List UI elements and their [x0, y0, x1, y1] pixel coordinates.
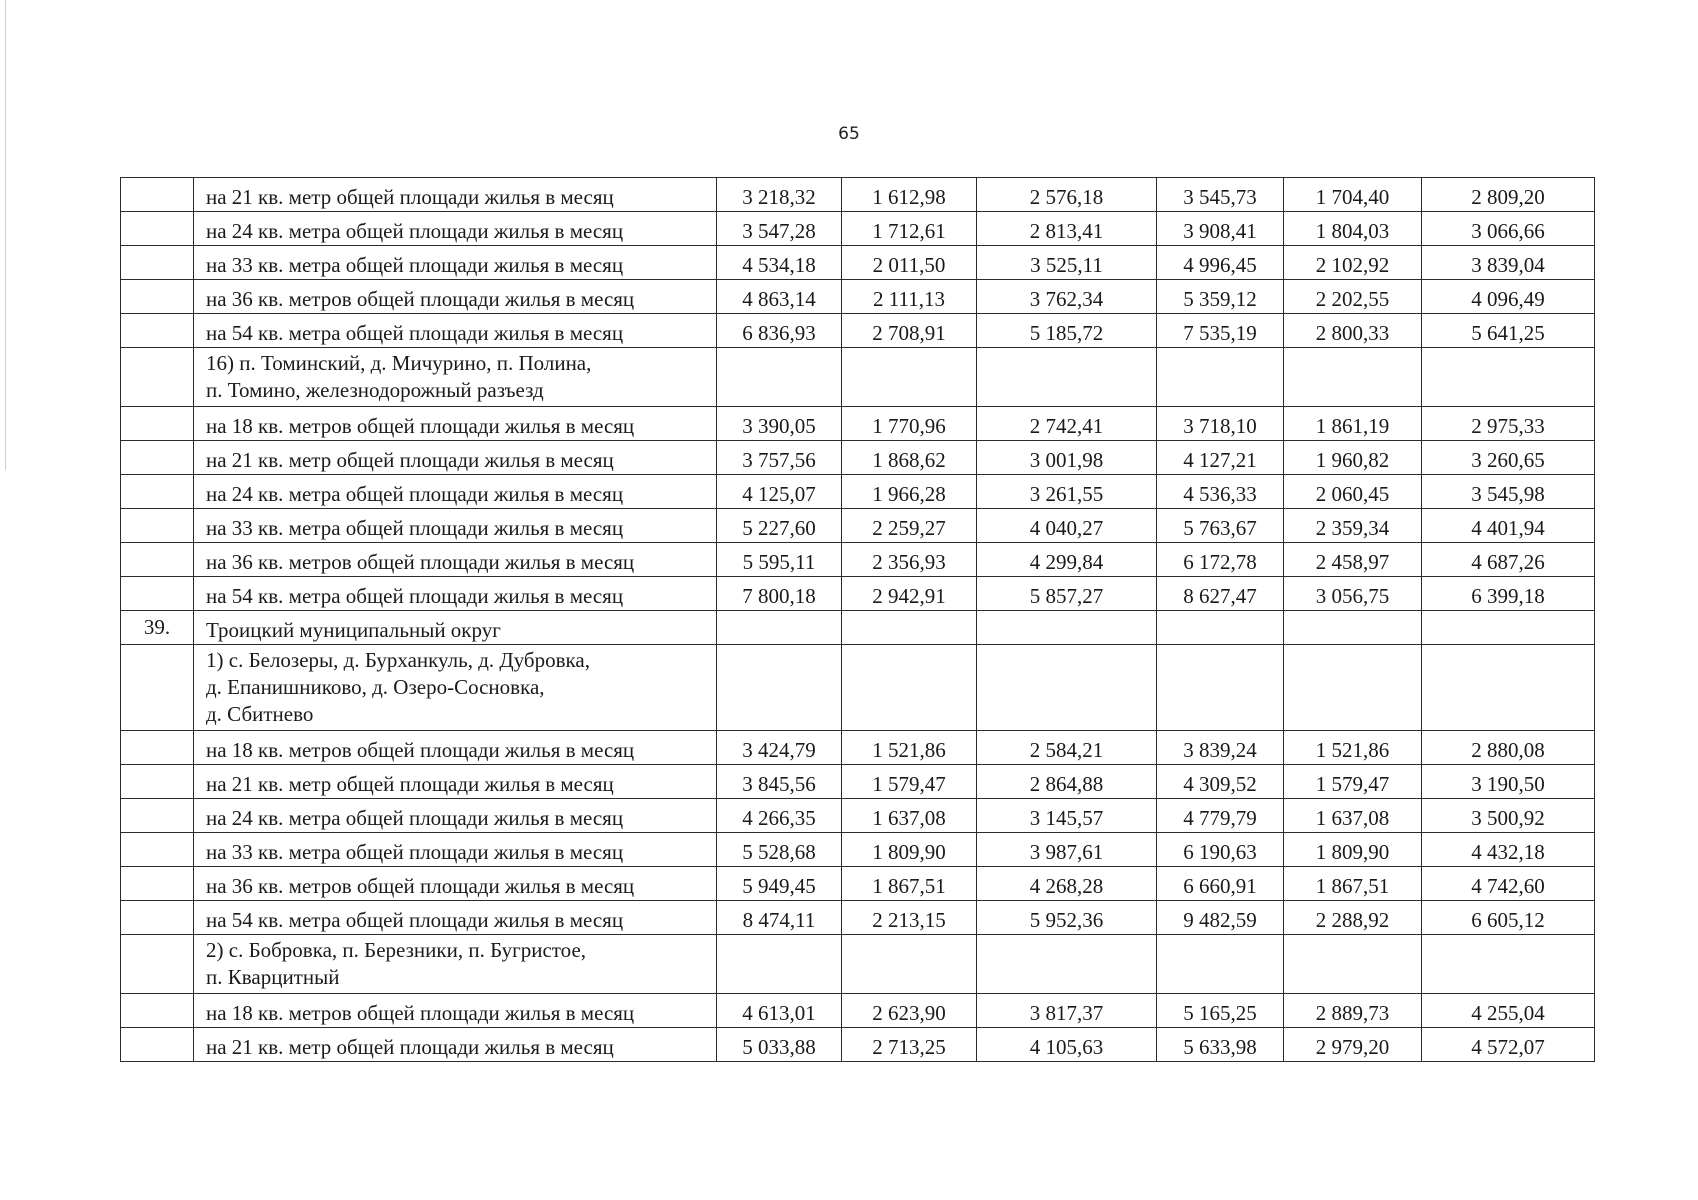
value-cell: 1 770,96: [842, 407, 977, 441]
locality-name-line: п. Томино, железнодорожный разъезд: [206, 378, 544, 402]
table-row: [121, 475, 1595, 509]
row-number-cell: [121, 314, 194, 348]
value-cell: 2 623,90: [842, 994, 977, 1028]
row-number-cell: [121, 731, 194, 765]
locality-name-line: д. Сбитнево: [206, 702, 314, 726]
value-cell: 3 056,75: [1284, 577, 1422, 611]
value-cell: 7 535,19: [1157, 314, 1284, 348]
rate-description-cell: на 33 кв. метра общей площади жилья в месяц: [194, 509, 717, 543]
rate-description-cell: на 21 кв. метр общей площади жилья в месяц: [194, 765, 717, 799]
row-number-cell: [121, 246, 194, 280]
row-number-cell: [121, 867, 194, 901]
row-number-cell: [121, 475, 194, 509]
value-cell: 3 987,61: [977, 833, 1157, 867]
value-cell: [717, 645, 842, 731]
value-cell: [1284, 348, 1422, 407]
value-cell: 2 202,55: [1284, 280, 1422, 314]
row-number-cell: [121, 178, 194, 212]
value-cell: [1157, 348, 1284, 407]
rate-description-cell: на 36 кв. метров общей площади жилья в месяц: [194, 543, 717, 577]
value-cell: 6 172,78: [1157, 543, 1284, 577]
table-row: [121, 1028, 1595, 1062]
value-cell: 1 521,86: [1284, 731, 1422, 765]
table-row: [121, 765, 1595, 799]
rate-description-cell: на 21 кв. метр общей площади жилья в месяц: [194, 441, 717, 475]
rates-table: [120, 177, 1595, 1062]
value-cell: 5 857,27: [977, 577, 1157, 611]
value-cell: 5 952,36: [977, 901, 1157, 935]
rate-description-cell: на 21 кв. метр общей площади жилья в месяц: [194, 178, 717, 212]
value-cell: 5 633,98: [1157, 1028, 1284, 1062]
value-cell: 4 613,01: [717, 994, 842, 1028]
locality-row: [121, 935, 1595, 994]
locality-name-cell: [194, 645, 717, 731]
rate-description-cell: на 54 кв. метра общей площади жилья в месяц: [194, 577, 717, 611]
value-cell: 4 863,14: [717, 280, 842, 314]
value-cell: 3 500,92: [1422, 799, 1595, 833]
value-cell: 9 482,59: [1157, 901, 1284, 935]
table-row: [121, 246, 1595, 280]
value-cell: 1 704,40: [1284, 178, 1422, 212]
value-cell: [1157, 611, 1284, 645]
locality-name-line: п. Кварцитный: [206, 965, 340, 989]
value-cell: 3 525,11: [977, 246, 1157, 280]
row-number-cell: [121, 280, 194, 314]
value-cell: [1284, 935, 1422, 994]
value-cell: 5 528,68: [717, 833, 842, 867]
value-cell: 2 742,41: [977, 407, 1157, 441]
table-row: [121, 901, 1595, 935]
value-cell: 3 261,55: [977, 475, 1157, 509]
value-cell: [1422, 645, 1595, 731]
row-number-cell: [121, 577, 194, 611]
scan-edge-line: [5, 0, 6, 470]
value-cell: 2 889,73: [1284, 994, 1422, 1028]
value-cell: 3 762,34: [977, 280, 1157, 314]
row-number-cell: [121, 935, 194, 994]
rate-description-cell: на 54 кв. метра общей площади жилья в месяц: [194, 901, 717, 935]
row-number-cell: [121, 833, 194, 867]
table-row: [121, 994, 1595, 1028]
value-cell: 4 432,18: [1422, 833, 1595, 867]
value-cell: [1422, 611, 1595, 645]
value-cell: 1 960,82: [1284, 441, 1422, 475]
value-cell: 4 309,52: [1157, 765, 1284, 799]
value-cell: [1157, 935, 1284, 994]
table-row: [121, 799, 1595, 833]
value-cell: [842, 348, 977, 407]
value-cell: 5 359,12: [1157, 280, 1284, 314]
value-cell: 1 868,62: [842, 441, 977, 475]
row-number-cell: [121, 799, 194, 833]
value-cell: 1 579,47: [842, 765, 977, 799]
value-cell: 3 545,73: [1157, 178, 1284, 212]
value-cell: 3 839,04: [1422, 246, 1595, 280]
value-cell: 1 804,03: [1284, 212, 1422, 246]
row-number-cell: [121, 348, 194, 407]
value-cell: 8 474,11: [717, 901, 842, 935]
value-cell: [1422, 348, 1595, 407]
value-cell: [842, 645, 977, 731]
value-cell: 1 809,90: [842, 833, 977, 867]
value-cell: 4 534,18: [717, 246, 842, 280]
value-cell: 2 359,34: [1284, 509, 1422, 543]
row-number-cell: [121, 543, 194, 577]
value-cell: 6 190,63: [1157, 833, 1284, 867]
rate-description-cell: на 54 кв. метра общей площади жилья в месяц: [194, 314, 717, 348]
value-cell: 6 399,18: [1422, 577, 1595, 611]
value-cell: 2 111,13: [842, 280, 977, 314]
value-cell: 3 218,32: [717, 178, 842, 212]
value-cell: 1 637,08: [1284, 799, 1422, 833]
value-cell: [1422, 935, 1595, 994]
value-cell: 5 641,25: [1422, 314, 1595, 348]
rate-description-cell: на 24 кв. метра общей площади жилья в месяц: [194, 475, 717, 509]
value-cell: 3 145,57: [977, 799, 1157, 833]
locality-name-line: 2) с. Бобровка, п. Березники, п. Бугристое,: [206, 938, 587, 962]
value-cell: 4 268,28: [977, 867, 1157, 901]
district-row: [121, 611, 1595, 645]
table-row: [121, 178, 1595, 212]
value-cell: [977, 348, 1157, 407]
value-cell: 1 861,19: [1284, 407, 1422, 441]
value-cell: [1284, 645, 1422, 731]
value-cell: [977, 611, 1157, 645]
locality-name-line: д. Епанишниково, д. Озеро-Сосновка,: [206, 675, 545, 699]
table-row: [121, 407, 1595, 441]
value-cell: 2 880,08: [1422, 731, 1595, 765]
value-cell: 2 975,33: [1422, 407, 1595, 441]
value-cell: 4 266,35: [717, 799, 842, 833]
row-number-cell: [121, 901, 194, 935]
table-row: [121, 731, 1595, 765]
locality-row: [121, 348, 1595, 407]
value-cell: 1 612,98: [842, 178, 977, 212]
district-name-cell: Троицкий муниципальный округ: [194, 611, 717, 645]
value-cell: 2 708,91: [842, 314, 977, 348]
value-cell: 4 127,21: [1157, 441, 1284, 475]
rate-description-cell: на 24 кв. метра общей площади жилья в месяц: [194, 212, 717, 246]
rate-description-cell: на 18 кв. метров общей площади жилья в месяц: [194, 731, 717, 765]
value-cell: 3 845,56: [717, 765, 842, 799]
value-cell: 1 579,47: [1284, 765, 1422, 799]
rates-table-body: [121, 178, 1595, 1062]
value-cell: 5 595,11: [717, 543, 842, 577]
value-cell: 2 288,92: [1284, 901, 1422, 935]
rate-description-cell: на 33 кв. метра общей площади жилья в месяц: [194, 246, 717, 280]
value-cell: 2 259,27: [842, 509, 977, 543]
value-cell: 7 800,18: [717, 577, 842, 611]
locality-name-cell: [194, 935, 717, 994]
value-cell: 4 105,63: [977, 1028, 1157, 1062]
rate-description-cell: на 21 кв. метр общей площади жилья в месяц: [194, 1028, 717, 1062]
locality-name-line: 1) с. Белозеры, д. Бурханкуль, д. Дубровка,: [206, 648, 590, 672]
value-cell: 3 066,66: [1422, 212, 1595, 246]
value-cell: [842, 935, 977, 994]
value-cell: 5 033,88: [717, 1028, 842, 1062]
table-row: [121, 314, 1595, 348]
row-number-cell: [121, 765, 194, 799]
value-cell: 5 227,60: [717, 509, 842, 543]
row-number-cell: [121, 1028, 194, 1062]
value-cell: 1 637,08: [842, 799, 977, 833]
value-cell: 4 742,60: [1422, 867, 1595, 901]
value-cell: 3 757,56: [717, 441, 842, 475]
locality-name-line: 16) п. Томинский, д. Мичурино, п. Полина,: [206, 351, 592, 375]
value-cell: 3 839,24: [1157, 731, 1284, 765]
value-cell: 8 627,47: [1157, 577, 1284, 611]
value-cell: 3 817,37: [977, 994, 1157, 1028]
value-cell: 2 864,88: [977, 765, 1157, 799]
value-cell: 2 584,21: [977, 731, 1157, 765]
value-cell: [717, 611, 842, 645]
value-cell: 4 996,45: [1157, 246, 1284, 280]
value-cell: 1 867,51: [842, 867, 977, 901]
value-cell: 4 096,49: [1422, 280, 1595, 314]
table-row: [121, 212, 1595, 246]
row-number-cell: [121, 645, 194, 731]
page-number: 65: [838, 124, 860, 144]
row-number-cell: [121, 509, 194, 543]
value-cell: 3 001,98: [977, 441, 1157, 475]
value-cell: 3 547,28: [717, 212, 842, 246]
value-cell: 4 536,33: [1157, 475, 1284, 509]
value-cell: 6 605,12: [1422, 901, 1595, 935]
value-cell: 3 718,10: [1157, 407, 1284, 441]
value-cell: [977, 935, 1157, 994]
value-cell: [1157, 645, 1284, 731]
row-number-cell: [121, 441, 194, 475]
value-cell: 4 572,07: [1422, 1028, 1595, 1062]
value-cell: 2 356,93: [842, 543, 977, 577]
value-cell: 1 521,86: [842, 731, 977, 765]
value-cell: 1 867,51: [1284, 867, 1422, 901]
value-cell: 3 190,50: [1422, 765, 1595, 799]
value-cell: 4 255,04: [1422, 994, 1595, 1028]
value-cell: 1 712,61: [842, 212, 977, 246]
row-number-cell: 39.: [121, 611, 194, 645]
value-cell: 2 011,50: [842, 246, 977, 280]
rate-description-cell: на 18 кв. метров общей площади жилья в месяц: [194, 407, 717, 441]
value-cell: 4 040,27: [977, 509, 1157, 543]
value-cell: 5 763,67: [1157, 509, 1284, 543]
locality-row: [121, 645, 1595, 731]
value-cell: 2 213,15: [842, 901, 977, 935]
value-cell: 3 545,98: [1422, 475, 1595, 509]
value-cell: 5 185,72: [977, 314, 1157, 348]
row-number-cell: [121, 407, 194, 441]
value-cell: 3 908,41: [1157, 212, 1284, 246]
table-row: [121, 280, 1595, 314]
table-row: [121, 867, 1595, 901]
value-cell: 6 836,93: [717, 314, 842, 348]
value-cell: [717, 935, 842, 994]
value-cell: [717, 348, 842, 407]
value-cell: 2 813,41: [977, 212, 1157, 246]
value-cell: 2 060,45: [1284, 475, 1422, 509]
value-cell: 3 260,65: [1422, 441, 1595, 475]
value-cell: [1284, 611, 1422, 645]
value-cell: 4 401,94: [1422, 509, 1595, 543]
value-cell: 5 949,45: [717, 867, 842, 901]
value-cell: 4 299,84: [977, 543, 1157, 577]
locality-name-cell: [194, 348, 717, 407]
value-cell: 6 660,91: [1157, 867, 1284, 901]
value-cell: 2 979,20: [1284, 1028, 1422, 1062]
rate-description-cell: на 18 кв. метров общей площади жилья в месяц: [194, 994, 717, 1028]
value-cell: 5 165,25: [1157, 994, 1284, 1028]
value-cell: 3 390,05: [717, 407, 842, 441]
value-cell: 4 125,07: [717, 475, 842, 509]
value-cell: 2 458,97: [1284, 543, 1422, 577]
row-number-cell: [121, 994, 194, 1028]
table-row: [121, 509, 1595, 543]
value-cell: 1 966,28: [842, 475, 977, 509]
rate-description-cell: на 33 кв. метра общей площади жилья в месяц: [194, 833, 717, 867]
value-cell: 4 779,79: [1157, 799, 1284, 833]
table-row: [121, 577, 1595, 611]
table-row: [121, 833, 1595, 867]
value-cell: 4 687,26: [1422, 543, 1595, 577]
row-number-cell: [121, 212, 194, 246]
rate-description-cell: на 36 кв. метров общей площади жилья в месяц: [194, 867, 717, 901]
value-cell: 2 942,91: [842, 577, 977, 611]
value-cell: 1 809,90: [1284, 833, 1422, 867]
table-row: [121, 543, 1595, 577]
table-row: [121, 441, 1595, 475]
value-cell: [977, 645, 1157, 731]
rate-description-cell: на 24 кв. метра общей площади жилья в месяц: [194, 799, 717, 833]
rate-description-cell: на 36 кв. метров общей площади жилья в месяц: [194, 280, 717, 314]
value-cell: [842, 611, 977, 645]
value-cell: 2 102,92: [1284, 246, 1422, 280]
value-cell: 2 800,33: [1284, 314, 1422, 348]
value-cell: 2 809,20: [1422, 178, 1595, 212]
value-cell: 2 713,25: [842, 1028, 977, 1062]
value-cell: 3 424,79: [717, 731, 842, 765]
value-cell: 2 576,18: [977, 178, 1157, 212]
